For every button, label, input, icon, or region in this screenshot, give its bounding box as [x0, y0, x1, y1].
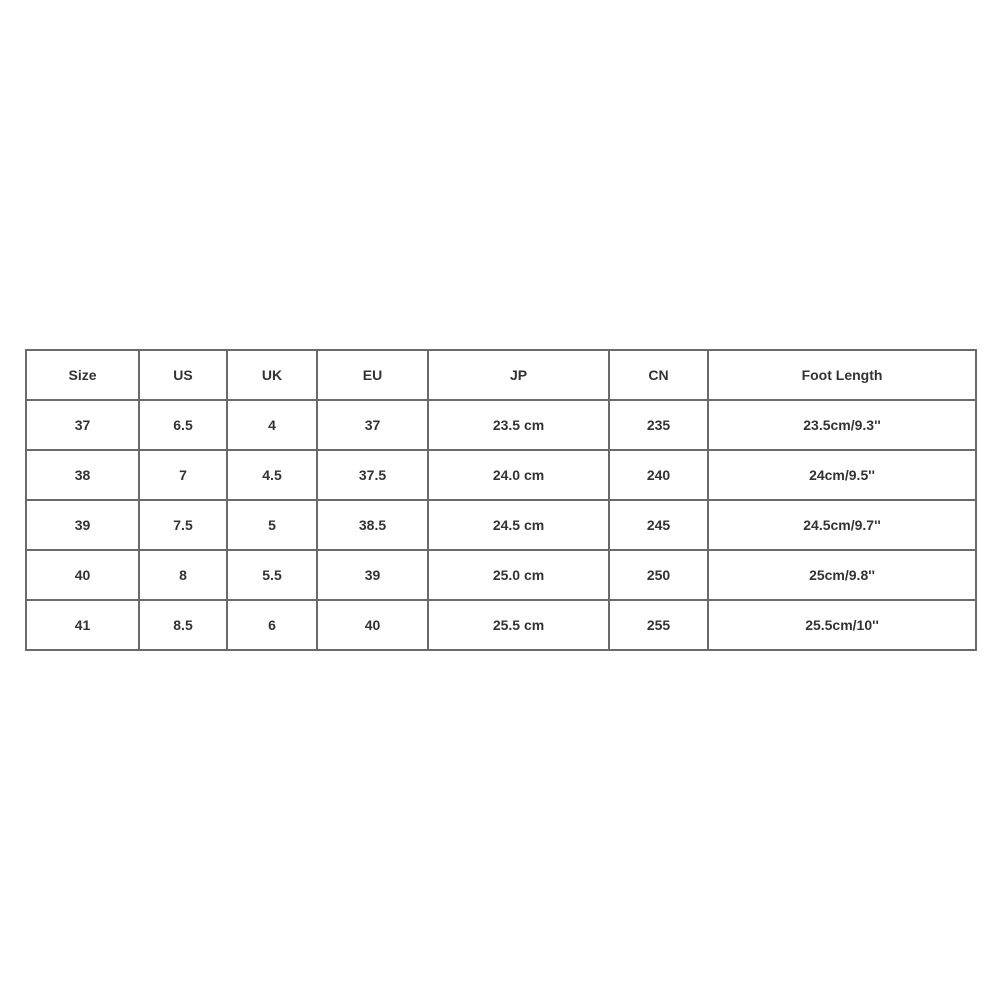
cell-eu: 37	[317, 400, 428, 450]
table-row	[26, 450, 976, 500]
cell-size: 41	[26, 600, 139, 650]
header-us: US	[139, 350, 227, 400]
cell-size: 38	[26, 450, 139, 500]
cell-jp: 25.0 cm	[428, 550, 609, 600]
cell-eu: 38.5	[317, 500, 428, 550]
table-row	[26, 600, 976, 650]
cell-foot-length: 24.5cm/9.7''	[708, 500, 976, 550]
cell-eu: 40	[317, 600, 428, 650]
cell-us: 7	[139, 450, 227, 500]
header-uk: UK	[227, 350, 317, 400]
header-jp: JP	[428, 350, 609, 400]
cell-cn: 235	[609, 400, 708, 450]
cell-eu: 39	[317, 550, 428, 600]
cell-uk: 4	[227, 400, 317, 450]
cell-us: 7.5	[139, 500, 227, 550]
cell-cn: 255	[609, 600, 708, 650]
cell-foot-length: 24cm/9.5''	[708, 450, 976, 500]
cell-foot-length: 23.5cm/9.3''	[708, 400, 976, 450]
table-row	[26, 500, 976, 550]
header-cn: CN	[609, 350, 708, 400]
header-row	[26, 350, 976, 400]
cell-eu: 37.5	[317, 450, 428, 500]
cell-uk: 5.5	[227, 550, 317, 600]
table-row	[26, 400, 976, 450]
size-chart-table	[25, 349, 977, 651]
cell-foot-length: 25cm/9.8''	[708, 550, 976, 600]
header-eu: EU	[317, 350, 428, 400]
cell-size: 40	[26, 550, 139, 600]
cell-jp: 23.5 cm	[428, 400, 609, 450]
cell-cn: 250	[609, 550, 708, 600]
cell-jp: 24.0 cm	[428, 450, 609, 500]
cell-uk: 4.5	[227, 450, 317, 500]
header-foot-length: Foot Length	[708, 350, 976, 400]
cell-cn: 240	[609, 450, 708, 500]
cell-jp: 25.5 cm	[428, 600, 609, 650]
cell-us: 8.5	[139, 600, 227, 650]
cell-jp: 24.5 cm	[428, 500, 609, 550]
cell-uk: 6	[227, 600, 317, 650]
cell-cn: 245	[609, 500, 708, 550]
cell-foot-length: 25.5cm/10''	[708, 600, 976, 650]
cell-us: 6.5	[139, 400, 227, 450]
cell-uk: 5	[227, 500, 317, 550]
header-size: Size	[26, 350, 139, 400]
cell-size: 37	[26, 400, 139, 450]
cell-size: 39	[26, 500, 139, 550]
cell-us: 8	[139, 550, 227, 600]
table-row	[26, 550, 976, 600]
